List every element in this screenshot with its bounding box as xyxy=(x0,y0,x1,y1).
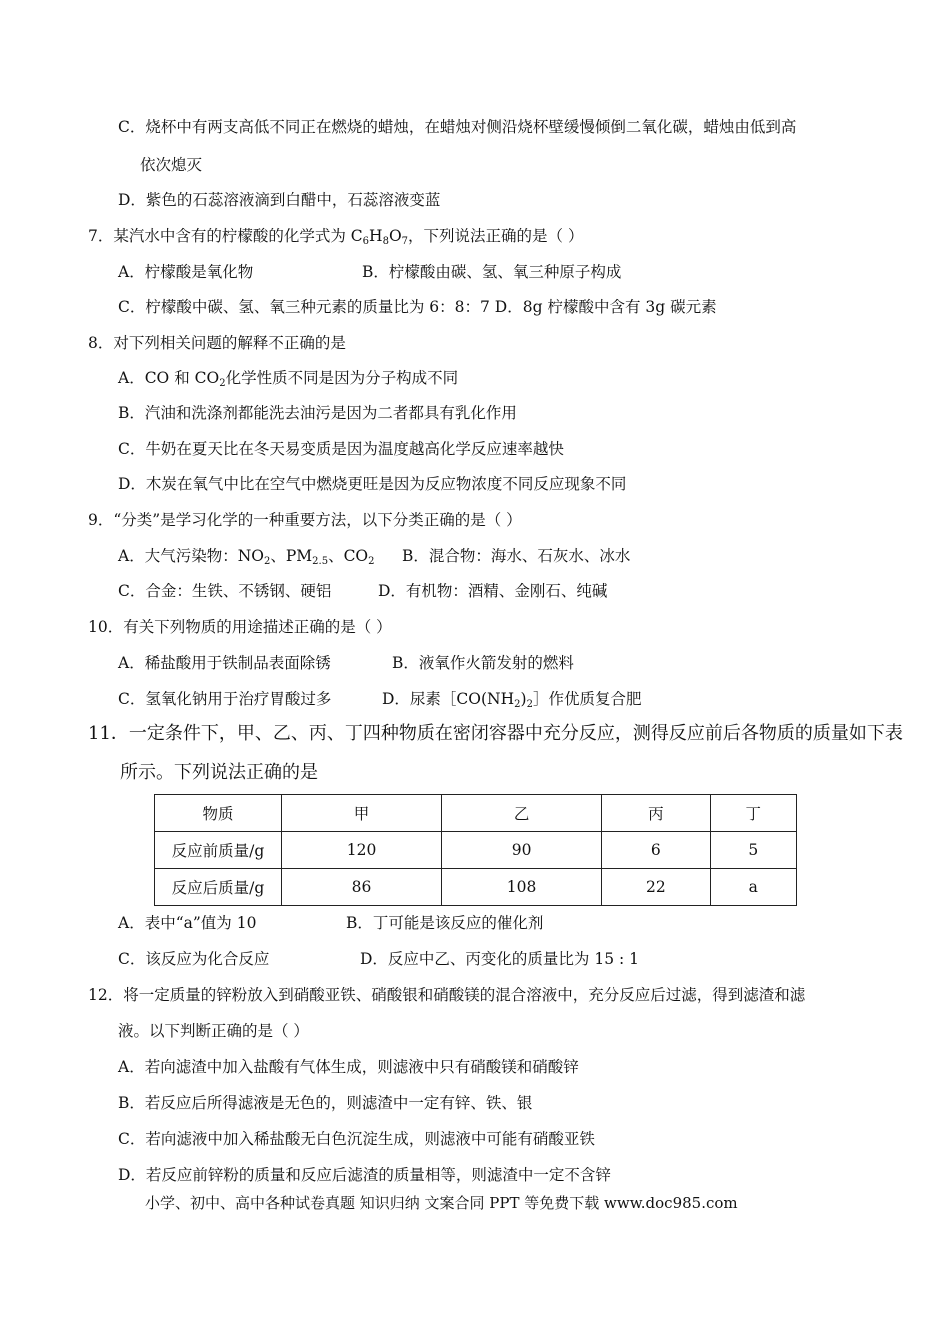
table-row xyxy=(155,832,797,869)
table-cell: 86 xyxy=(282,869,442,906)
q10-stem: 10．有关下列物质的用途描述正确的是（ ） xyxy=(88,618,392,636)
q11-stem-line1: 11．一定条件下，甲、乙、丙、丁四种物质在密闭容器中充分反应，测得反应前后各物质的质量如下表 xyxy=(88,723,903,744)
table-cell: a xyxy=(710,869,796,906)
q7-option-b: B．柠檬酸由碳、氢、氧三种原子构成 xyxy=(362,263,622,281)
table-cell: 6 xyxy=(602,832,710,869)
q7-options-cd: C．柠檬酸中碳、氢、氧三种元素的质量比为 6：8：7 D．8g 柠檬酸中含有 3g 碳元素 xyxy=(118,298,717,316)
q6-option-d: D．紫色的石蕊溶液滴到白醋中，石蕊溶液变蓝 xyxy=(118,191,441,209)
q10-option-b: B．液氧作火箭发射的燃料 xyxy=(392,654,574,672)
table-header-row xyxy=(155,795,797,832)
q9-option-d: D．有机物：酒精、金刚石、纯碱 xyxy=(378,582,608,600)
q10-option-c: C．氢氧化钠用于治疗胃酸过多 xyxy=(118,690,332,708)
table-row xyxy=(155,869,797,906)
q12-option-a: A．若向滤渣中加入盐酸有气体生成，则滤液中只有硝酸镁和硝酸锌 xyxy=(118,1058,579,1076)
q11-option-c: C．该反应为化合反应 xyxy=(118,950,270,968)
table-cell: 120 xyxy=(282,832,442,869)
q8-option-d: D．木炭在氧气中比在空气中燃烧更旺是因为反应物浓度不同反应现象不同 xyxy=(118,475,627,493)
table-cell: 90 xyxy=(442,832,602,869)
table-cell: 反应后质量/g xyxy=(155,869,282,906)
table-cell: 108 xyxy=(442,869,602,906)
q9-stem: 9．“分类”是学习化学的一种重要方法，以下分类正确的是（ ） xyxy=(88,511,522,529)
table-cell: 5 xyxy=(710,832,796,869)
q9-option-b: B．混合物：海水、石灰水、冰水 xyxy=(402,547,631,565)
q6-option-c-line1: C．烧杯中有两支高低不同正在燃烧的蜡烛，在蜡烛对侧沿烧杯壁缓慢倾倒二氧化碳，蜡烛由低到高 xyxy=(118,118,797,136)
q12-stem-line1: 12．将一定质量的锌粉放入到硝酸亚铁、硝酸银和硝酸镁的混合溶液中，充分反应后过滤，得到滤渣和滤 xyxy=(88,986,806,1004)
table-header-cell: 甲 xyxy=(282,795,442,832)
table-cell: 22 xyxy=(602,869,710,906)
q8-option-b: B．汽油和洗涤剂都能洗去油污是因为二者都具有乳化作用 xyxy=(118,404,517,422)
q11-option-a: A．表中“a”值为 10 xyxy=(118,914,257,932)
table-header-cell: 乙 xyxy=(442,795,602,832)
q8-option-c: C．牛奶在夏天比在冬天易变质是因为温度越高化学反应速率越快 xyxy=(118,440,564,458)
q7-stem: 7．某汽水中含有的柠檬酸的化学式为 $C_6H_8O_7$，下列说法正确的是（ ） xyxy=(88,227,584,247)
q10-option-a: A．稀盐酸用于铁制品表面除锈 xyxy=(118,654,331,672)
q12-option-b: B．若反应后所得滤液是无色的，则滤渣中一定有锌、铁、银 xyxy=(118,1094,533,1112)
q6-option-c-line2: 依次熄灭 xyxy=(140,156,203,174)
table-header-cell: 丙 xyxy=(602,795,710,832)
mass-table xyxy=(154,794,797,906)
q9-option-a: A．大气污染物：$NO_2$、$PM_{2.5}$、$CO_2$ xyxy=(118,547,375,567)
q11-option-d: D．反应中乙、丙变化的质量比为 15 : 1 xyxy=(360,950,640,968)
table-cell: 反应前质量/g xyxy=(155,832,282,869)
table-header-cell: 物质 xyxy=(155,795,282,832)
q7-option-a: A．柠檬酸是氧化物 xyxy=(118,263,254,281)
q8-stem: 8．对下列相关问题的解释不正确的是 xyxy=(88,334,346,352)
q11-stem-line2: 所示。下列说法正确的是 xyxy=(120,762,318,783)
table-header-cell: 丁 xyxy=(710,795,796,832)
page-footer: 小学、初中、高中各种试卷真题 知识归纳 文案合同 PPT 等免费下载 www.doc985.com xyxy=(145,1194,738,1212)
q12-option-d: D．若反应前锌粉的质量和反应后滤渣的质量相等，则滤渣中一定不含锌 xyxy=(118,1166,611,1184)
q12-option-c: C．若向滤液中加入稀盐酸无白色沉淀生成，则滤液中可能有硝酸亚铁 xyxy=(118,1130,595,1148)
q12-stem-line2: 液。以下判断正确的是（ ） xyxy=(118,1022,309,1040)
q9-option-c: C．合金：生铁、不锈钢、硬铝 xyxy=(118,582,332,600)
q10-option-d: D．尿素$[CO(NH_2)_2]$作优质复合肥 xyxy=(382,690,642,710)
q11-option-b: B．丁可能是该反应的催化剂 xyxy=(346,914,544,932)
q8-option-a: A．CO 和 $CO_2$化学性质不同是因为分子构成不同 xyxy=(118,369,459,389)
